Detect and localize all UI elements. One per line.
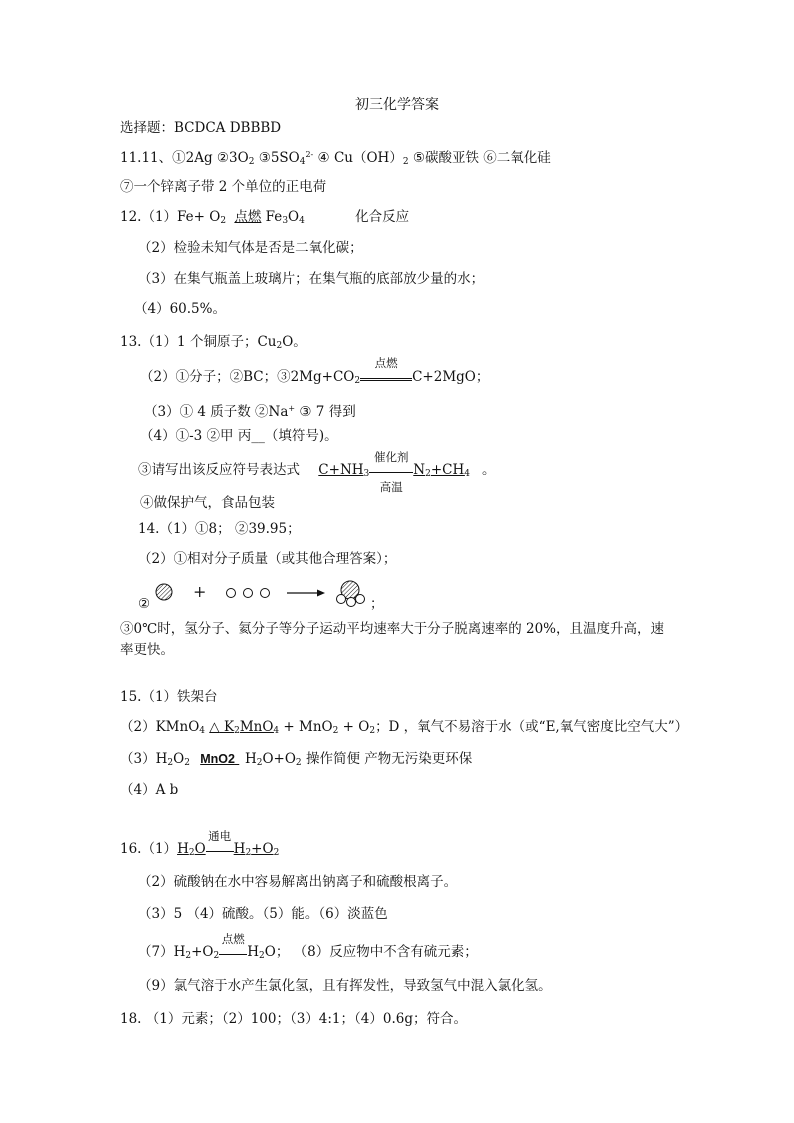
product-atom-2: [347, 598, 356, 607]
diagram-end: ；: [370, 596, 384, 612]
molecule-diagram: [130, 575, 390, 615]
q14-line5: 率更快。: [120, 642, 174, 658]
q14-line2: （2）①相对分子质量（或其他合理答案）；: [138, 551, 397, 567]
q15-line2: （2）KMnO$_4$ △ $K_2MnO_4 + MnO_2 + O_2$；D ，氧气不易溶于水（或“E,氧气密度比空气大”）: [120, 719, 689, 736]
q16-line4: $(7)H_2+O_2$ 点燃 $H_2O$； （8）反应物中不含有硫元素；: [138, 932, 478, 961]
q15-line4: （4）A b: [120, 782, 179, 798]
q14-line1: 14.（1）①8； ②39.95；: [138, 521, 301, 537]
atom-3: [261, 589, 270, 598]
q16-line3: （3）5 （4）硫酸。（5）能。（6）淡蓝色: [138, 906, 388, 922]
q13-line3: （3）① 4 质子数 ②Na+ ③ 7 得到: [144, 404, 356, 420]
atom-2: [244, 589, 253, 598]
q13-line1: 13.（1）1 个铜原子；$Cu_2O$。: [120, 334, 307, 351]
q14-line4: ③0℃时，氢分子、氦分子等分子运动平均速率大于分子脱离速率的 20%，且温度升高，速: [120, 621, 664, 637]
product-atom-3: [356, 595, 365, 604]
q16-line5: （9）氯气溶于水产生氯化氢，且有挥发性，导致氢气中混入氯化氢。: [138, 978, 552, 994]
page-title: 初三化学答案: [355, 97, 439, 113]
choice-answers: 选择题：BCDCA DBBBD: [120, 120, 282, 136]
q18-line1: 18. （1）元素；（2）100；（3）4:1；（4）0.6g；符合。: [120, 1011, 467, 1027]
q11-line1: 11.11、①2Ag $②3O_2$ $③5SO_4^{2-}$ ④ $Cu(OH)_2$ ⑤碳酸亚铁 ⑥二氧化硅: [120, 150, 551, 167]
q13-line5: ③请写出该反应符号表达式 $C+NH_3$ 催化剂 高温 $N_2+CH_4$ 。: [138, 450, 496, 494]
q12-line4: （4）60.5%。: [134, 301, 226, 317]
reaction-arrow-head: [317, 590, 325, 597]
q12-line2: （2）检验未知气体是否是二氧化碳；: [138, 240, 363, 256]
atom-1: [227, 589, 236, 598]
q15-line1: 15.（1）铁架台: [120, 689, 218, 705]
plus-sign: +: [193, 582, 207, 601]
diagram-label: ②: [138, 596, 151, 612]
q12-line1: $12.(1)Fe+ O_2$ 点燃 $Fe_3O_4$ 化合反应: [120, 209, 410, 226]
q16-line1: $16.(1)H_2O$ 通电 $H_2+O_2$: [120, 829, 280, 858]
q15-line3: $(3)H_2O_2$ MnO2 $H_2O+O_2$ 操作简便 产物无污染更环保: [120, 751, 473, 768]
q13-line4: （4）①-3 ②甲 丙__（填符号)。: [140, 428, 338, 444]
q13-line6: ④做保护气，食品包装: [140, 495, 275, 511]
product-atom-1: [337, 595, 346, 604]
q16-line2: （2）硫酸钠在水中容易解离出钠离子和硫酸根离子。: [138, 874, 458, 890]
diagram-svg: [130, 575, 390, 615]
hatched-atom: [156, 584, 172, 600]
q11-line2: ⑦一个锌离子带 2 个单位的正电荷: [120, 179, 327, 195]
q13-line2: （2）①分子；②BC；$③2Mg+CO_2$ 点燃 C+2MgO；: [140, 356, 490, 386]
q12-line3: （3）在集气瓶盖上玻璃片；在集气瓶的底部放少量的水；: [138, 271, 485, 287]
